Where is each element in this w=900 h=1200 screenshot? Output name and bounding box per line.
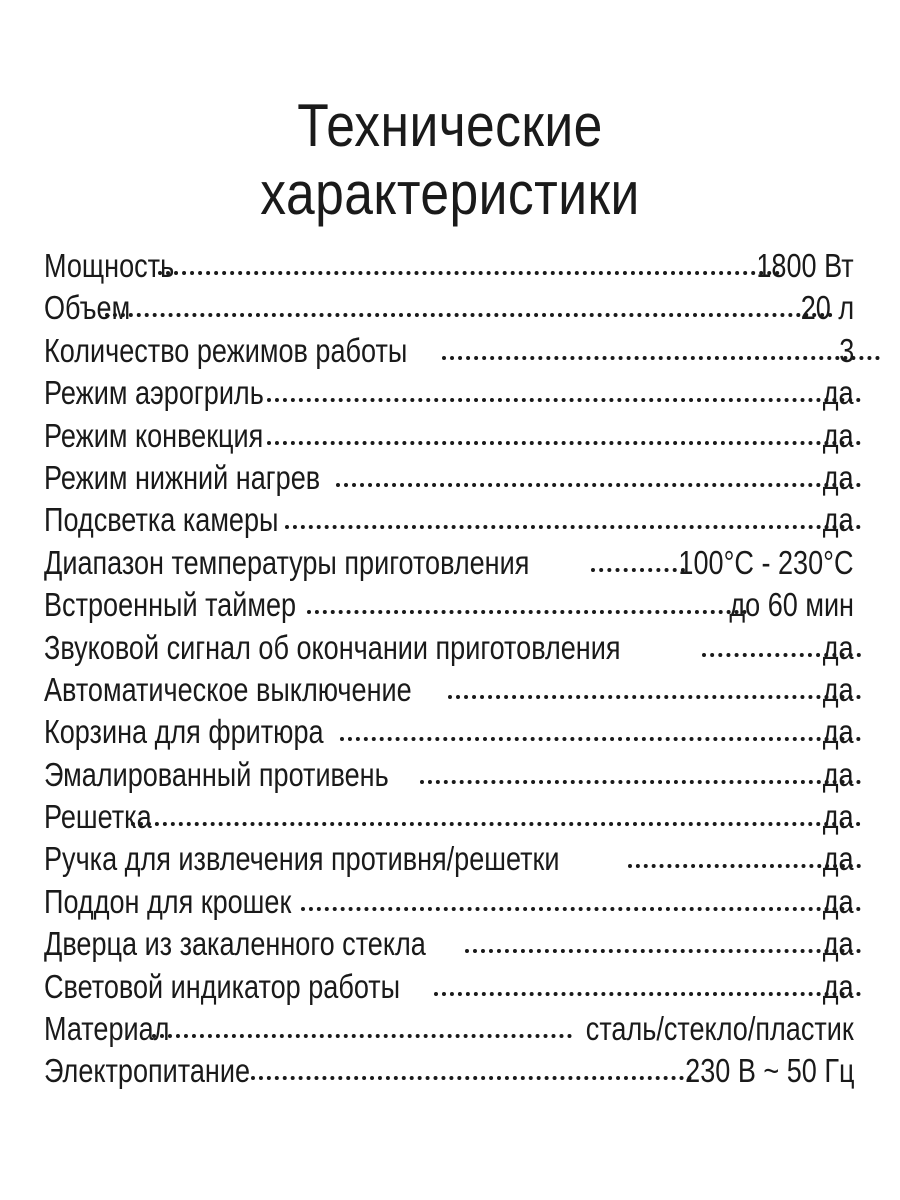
spec-row: [44, 669, 854, 711]
spec-label: Звуковой сигнал об окончании приготовления: [44, 628, 621, 666]
spec-row: [44, 415, 854, 457]
spec-value: да: [823, 416, 854, 454]
spec-row: [44, 796, 854, 838]
spec-list: [44, 245, 854, 1093]
dotted-leader: [420, 780, 861, 784]
spec-value: 100°С - 230°С: [678, 543, 854, 581]
spec-value: до 60 мин: [729, 586, 854, 624]
spec-row: [44, 372, 854, 414]
spec-value: да: [823, 755, 854, 793]
spec-value: да: [823, 458, 854, 496]
spec-label: Дверца из закаленного стекла: [44, 925, 426, 963]
spec-row: [44, 1050, 854, 1092]
spec-label: Количество режимов работы: [44, 331, 408, 369]
spec-label: Световой индикатор работы: [44, 967, 401, 1005]
spec-row: [44, 457, 854, 499]
title-line-1: Технические: [297, 92, 603, 160]
spec-label: Автоматическое выключение: [44, 670, 412, 708]
spec-value: да: [823, 670, 854, 708]
dotted-leader: [285, 525, 861, 529]
spec-label: Ручка для извлечения противня/решетки: [44, 840, 560, 878]
dotted-leader: [251, 1076, 692, 1080]
spec-label: Режим аэрогриль: [44, 374, 264, 412]
spec-label: Объем: [44, 289, 131, 327]
dotted-leader: [105, 313, 834, 317]
dotted-leader: [591, 568, 685, 572]
spec-value: да: [823, 967, 854, 1005]
spec-row: [44, 923, 854, 965]
spec-label: Мощность: [44, 247, 175, 284]
spec-row: [44, 711, 854, 753]
spec-value: да: [823, 374, 854, 412]
dotted-leader: [267, 441, 861, 445]
spec-row: [44, 542, 854, 584]
spec-row: [44, 627, 854, 669]
spec-value: 20 л: [800, 289, 854, 327]
spec-value: да: [823, 798, 854, 836]
spec-value: да: [823, 840, 854, 878]
spec-row: [44, 1008, 854, 1050]
spec-row: [44, 754, 854, 796]
dotted-leader: [434, 992, 861, 996]
spec-label: Поддон для крошек: [44, 882, 292, 920]
spec-value: 230 В ~ 50 Гц: [684, 1052, 854, 1090]
dotted-leader: [448, 695, 861, 699]
spec-value: да: [823, 713, 854, 751]
spec-value: сталь/стекло/пластик: [586, 1010, 854, 1048]
dotted-leader: [340, 737, 861, 741]
spec-row: [44, 966, 854, 1008]
spec-label: Встроенный таймер: [44, 586, 297, 624]
dotted-leader: [465, 949, 861, 953]
title-line-2: характеристики: [260, 160, 640, 228]
spec-label: Режим конвекция: [44, 416, 264, 454]
spec-label: Эмалированный противень: [44, 755, 389, 793]
dotted-leader: [152, 1034, 571, 1038]
spec-label: Подсветка камеры: [44, 501, 279, 539]
spec-label: Решетка: [44, 798, 152, 836]
spec-row: [44, 245, 854, 287]
spec-value: да: [823, 501, 854, 539]
spec-value: 1800 Вт: [756, 247, 854, 284]
spec-row: [44, 330, 854, 372]
dotted-leader: [158, 271, 780, 275]
dotted-leader: [301, 907, 861, 911]
spec-value: да: [823, 882, 854, 920]
spec-label: Режим нижний нагрев: [44, 458, 321, 496]
spec-row: [44, 838, 854, 880]
spec-label: Корзина для фритюра: [44, 713, 324, 751]
spec-value: да: [823, 628, 854, 666]
page-title: [63, 92, 837, 228]
spec-row: [44, 287, 854, 329]
dotted-leader: [442, 356, 880, 360]
spec-row: [44, 881, 854, 923]
spec-label: Диапазон температуры приготовления: [44, 543, 530, 581]
spec-label: Материал: [44, 1010, 170, 1048]
spec-row: [44, 584, 854, 626]
dotted-leader: [307, 610, 747, 614]
spec-row: [44, 499, 854, 541]
spec-value: 3: [838, 331, 854, 369]
dotted-leader: [336, 483, 861, 487]
spec-label: Электропитание: [44, 1052, 251, 1090]
dotted-leader: [131, 822, 861, 826]
spec-value: да: [823, 925, 854, 963]
dotted-leader: [267, 398, 861, 402]
